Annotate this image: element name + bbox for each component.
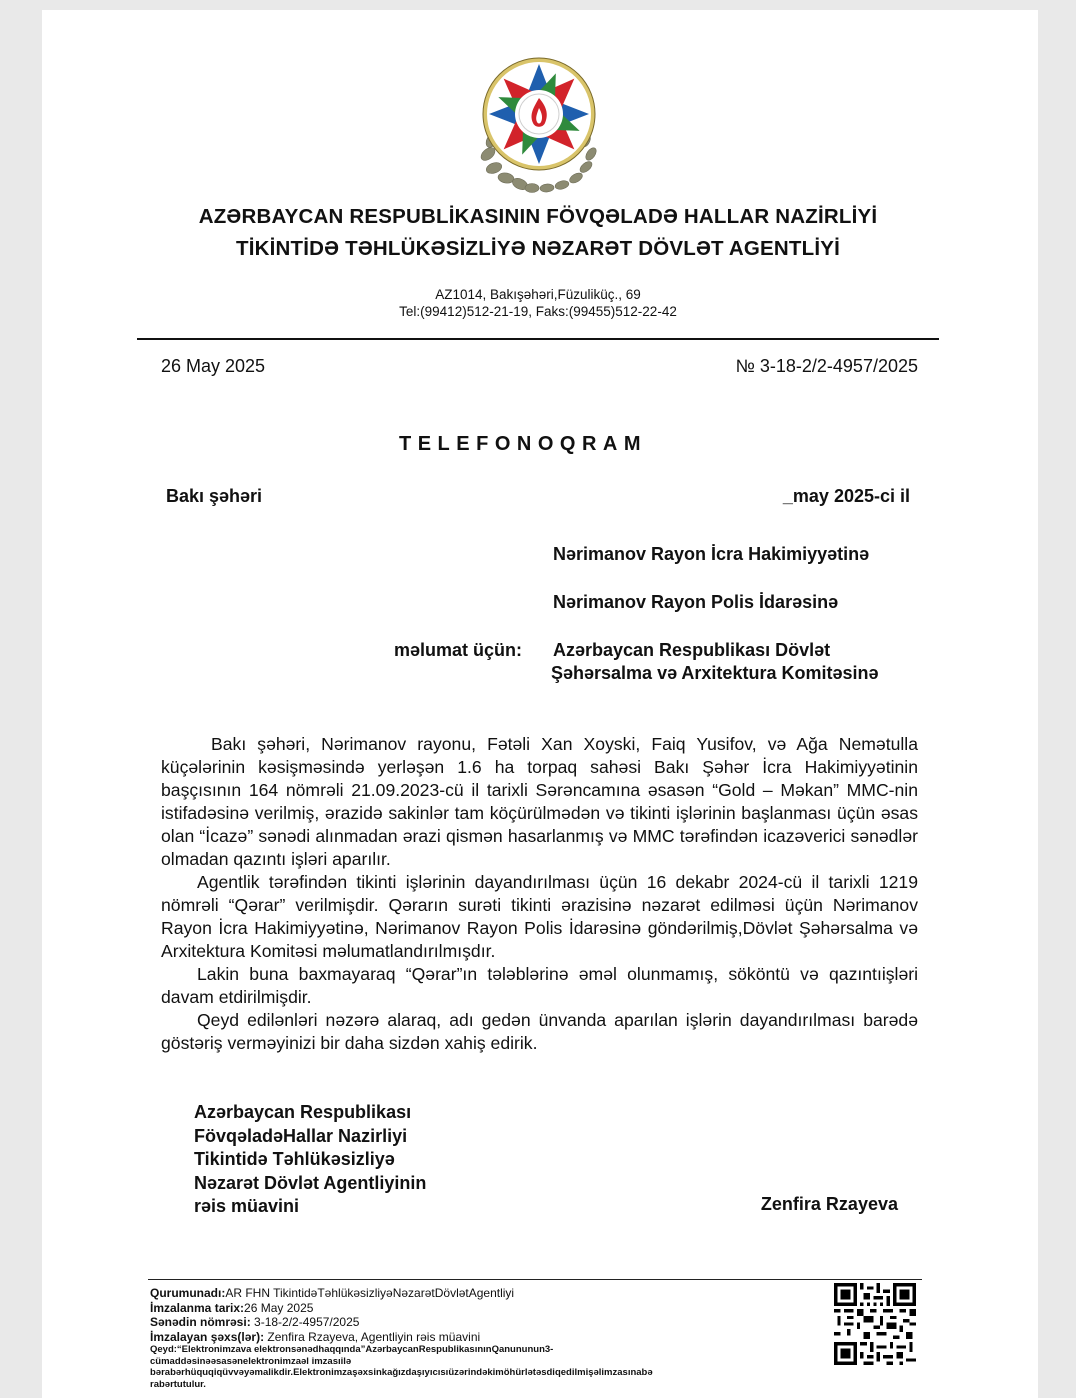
header-agency-name: TİKİNTİDƏ TƏHLÜKƏSİZLİYƏ NƏZARƏT DÖVLƏT AGENTLİYİ <box>235 237 841 260</box>
footer-note-line-2: cümaddəsinəəsasənelektronimzaəl imzasıilə <box>150 1355 352 1367</box>
footer-sign-date-value: 26 May 2025 <box>244 1300 314 1315</box>
footer-note-line-1: Qeyd:“Elektronimzava elektronsənədhaqqında”AzərbaycanRespublikasınınQanununun3- <box>150 1344 554 1355</box>
header-divider <box>137 338 939 340</box>
footer-org-value: AR FHN TikintidəTəhlükəsizliyəNəzarətDövlətAgentliyi <box>225 1286 515 1300</box>
recipient-executive-power: Nərimanov Rayon İcra Hakimiyyətinə <box>553 544 870 564</box>
place-date: _may 2025-ci il <box>782 486 910 506</box>
footer-signer-value: Zenfira Rzayeva, Agentliyin rəis müavini <box>264 1329 481 1344</box>
info-label: məlumat üçün: <box>394 640 523 660</box>
state-emblem-seal <box>474 52 604 194</box>
recipient-urban-planning-line1: Azərbaycan Respublikası Dövlət <box>553 640 831 660</box>
document-date: 26 May 2025 <box>161 356 266 376</box>
footer-org-label: Qurumunadı: <box>150 1286 226 1300</box>
signatory-line-1: Azərbaycan Respublikası <box>194 1102 412 1122</box>
signatory-line-3: Tikintidə Təhlükəsizliyə <box>194 1149 395 1169</box>
body-paragraph-4: Qeyd edilənləri nəzərə alaraq, adı gedən ünvanda aparılan işlərin dayandırılması barədə göstəriş verməyinizi bir daha sizdən xahiş edirik. <box>161 1010 918 1053</box>
signatory-name: Zenfira Rzayeva <box>760 1194 898 1214</box>
footer-divider <box>148 1279 922 1280</box>
signatory-line-4: Nəzarət Dövlət Agentliyinin <box>194 1172 427 1193</box>
recipient-police-department: Nərimanov Rayon Polis İdarəsinə <box>553 592 839 612</box>
signatory-line-5: rəis müavini <box>194 1196 300 1216</box>
footer-sign-date-label: İmzalanma tarix: <box>150 1300 245 1315</box>
footer-note-line-3: bərabərhüquqiqüvvəyəmalikdir.Elektronimzaşəxsinkağızdaşıyıcısıüzərindəkimöhürlətəsdiqedilmişəlimzasınabə <box>150 1367 653 1378</box>
body-paragraph-2: Agentlik tərəfindən tikinti işlərinin dayandırılması üçün 16 dekabr 2024-cü il tarixli 1219 nömrəli “Qərar” verilmişdir. Qərarın surəti tikinti ərazisinə nəzarət edilməsi üçün Nərimanov Rayon İcra Hakimiyyətinə, Nərimanov Rayon Polis İdarəsinə göndərilmiş,Dövlət Şəhərsalma və Arxitektura Komitəsi məlumatlandırılmışdır. <box>161 872 918 961</box>
qr-code[interactable] <box>834 1283 916 1365</box>
footer-doc-number-label: Sənədin nömrəsi: <box>150 1315 251 1329</box>
footer-signer-label: İmzalayan şəxs(lər): <box>150 1329 265 1344</box>
footer-doc-number-value: 3-18-2/2-4957/2025 <box>254 1315 360 1329</box>
document-number: № 3-18-2/2-4957/2025 <box>735 356 918 376</box>
footer-legal-note <box>150 1344 830 1390</box>
footer-note-line-4: rabərtutulur. <box>150 1378 206 1390</box>
document-title: TELEFONOQRAM <box>399 433 647 455</box>
signatory-position <box>194 1101 426 1219</box>
header-phone-fax: Tel:(99412)512-21-19, Faks:(99455)512-22-42 <box>399 304 677 319</box>
signatory-line-2: FövqəladəHallar Nazirliyi <box>194 1125 408 1146</box>
header-address: AZ1014, Bakışəhəri,Füzuliküç., 69 <box>435 287 641 302</box>
e-signature-footer <box>150 1286 830 1390</box>
letter-body <box>161 733 918 1055</box>
body-paragraph-1: Bakı şəhəri, Nərimanov rayonu, Fətəli Xan Xoyski, Faiq Yusifov, və Ağa Nemətulla küçələrinin kəsişməsində yerləşən 1.6 ha torpaq sahəsi Bakı Şəhər İcra Hakimiyyətinin başçısının 164 nömrəli 21.09.2023-cü il tarixli Sərəncamına əsasən “Gold – Məkan” MMC-nin istifadəsinə verilmiş, ərazidə sakinlər tam köçürülmədən və tikinti işlərinin başlanması üçün əsas olan “İcazə” sənədi alınmadan ərazi qismən hasarlanmış və MMC tərəfindən icazəverici sənədlər olmadan qazıntı işləri aparılır. <box>161 734 918 869</box>
place-of-issue: Bakı şəhəri <box>166 486 263 506</box>
header-ministry-name: AZƏRBAYCAN RESPUBLİKASININ FÖVQƏLADƏ HALLAR NAZİRLİYİ <box>198 205 878 228</box>
body-paragraph-3: Lakin buna baxmayaraq “Qərar”ın tələblərinə əməl olunmamış, sököntü və qazıntıişləri davam etdirilmişdir. <box>161 964 918 1007</box>
recipient-urban-planning-line2: Şəhərsalma və Arxitektura Komitəsinə <box>551 663 879 683</box>
